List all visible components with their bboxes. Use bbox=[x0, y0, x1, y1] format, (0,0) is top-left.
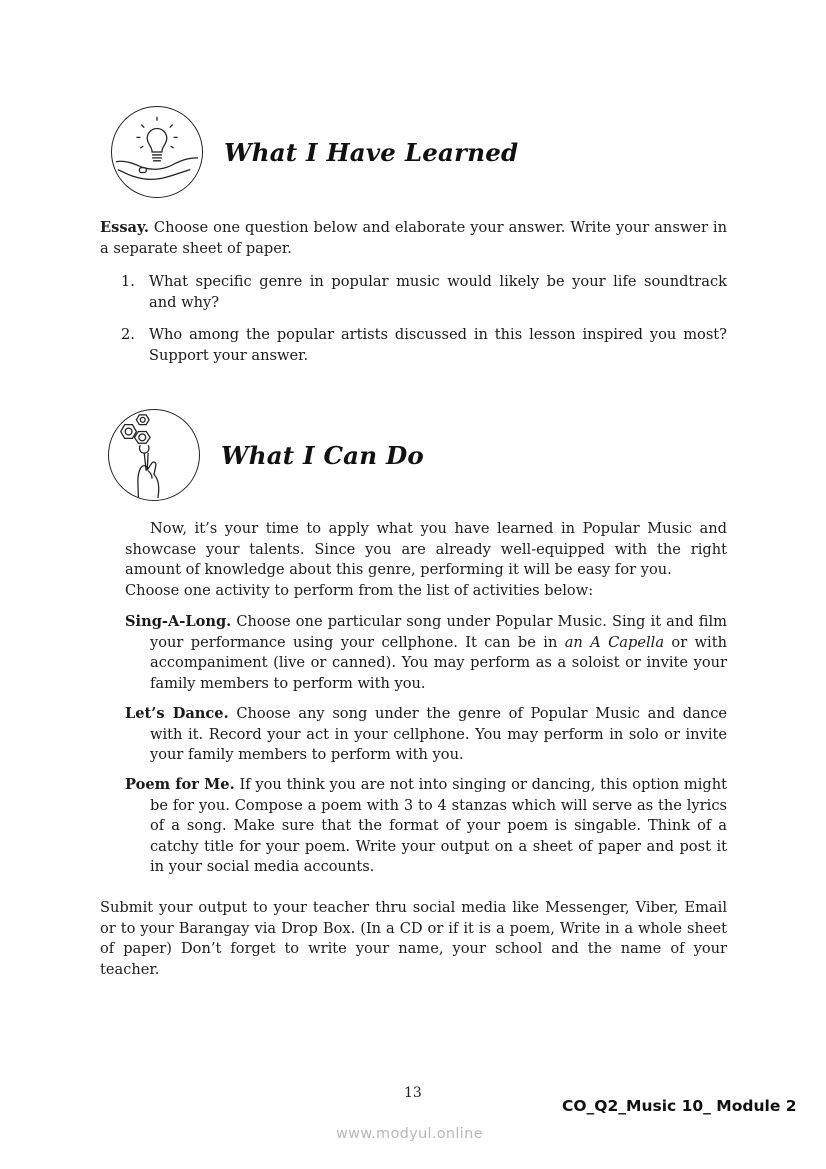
activity-text: If you think you are not into singing or dancing, this option might be for you. Compose a poem with 3 to 4 stanzas which will serve as the lyrics of a song. Make sure that the format of your poem is singable. Think of a catchy title for your poem. Write your output on a sheet of paper and post it in your social media accounts. bbox=[150, 776, 727, 876]
question-number: 1. bbox=[121, 273, 135, 290]
watermark: www.modyul.online bbox=[336, 1126, 483, 1142]
page-number: 13 bbox=[404, 1085, 422, 1101]
hand-gears-icon bbox=[108, 409, 200, 501]
question-text: What specific genre in popular music would likely be your life soundtrack and why? bbox=[149, 273, 727, 311]
essay-instruction-text: Choose one question below and elaborate your answer. Write your answer in a separate sheet of paper. bbox=[100, 219, 727, 257]
question-item bbox=[121, 272, 727, 313]
section-header-what-i-can-do bbox=[108, 409, 424, 501]
activity-lets-dance bbox=[125, 704, 727, 766]
activity-poem-for-me bbox=[125, 775, 727, 878]
question-number: 2. bbox=[121, 326, 135, 343]
question-text: Who among the popular artists discussed in this lesson inspired you most? Support your answer. bbox=[149, 326, 727, 364]
section-title: What I Can Do bbox=[221, 440, 424, 470]
choose-activity-text: Choose one activity to perform from the list of activities below: bbox=[125, 582, 594, 599]
module-code: CO_Q2_Music 10_ Module 2 bbox=[562, 1097, 797, 1115]
activity-label: Let’s Dance. bbox=[125, 705, 229, 722]
activity-text: Choose one particular song under Popular Music. Sing it and film your performance using your cellphone. It can be in bbox=[150, 613, 727, 651]
essay-instruction bbox=[100, 218, 727, 259]
essay-label: Essay. bbox=[100, 219, 149, 236]
question-item bbox=[121, 325, 727, 366]
activity-text: Choose any song under the genre of Popular Music and dance with it. Record your act in your cellphone. You may perform in solo or invite your family members to perform with you. bbox=[150, 705, 728, 764]
section-title: What I Have Learned bbox=[224, 137, 519, 167]
activity-sing-a-long bbox=[125, 612, 727, 694]
activity-label: Poem for Me. bbox=[125, 776, 235, 793]
intro-paragraph: Now, it’s your time to apply what you have learned in Popular Music and showcase your talents. Since you are already well-equipped with the right amount of knowledge about this genre, performing it will be easy for you. bbox=[125, 520, 727, 579]
section-header-what-i-have-learned bbox=[111, 106, 518, 198]
activity-text: or with accompaniment (live or canned). You may perform as a soloist or invite your family members to perform with you. bbox=[150, 633, 727, 692]
activity-label: Sing-A-Long. bbox=[125, 613, 232, 630]
activity-italic-text: an A Capella bbox=[564, 633, 665, 651]
lightbulb-hand-icon bbox=[111, 106, 203, 198]
submission-instructions: Submit your output to your teacher thru social media like Messenger, Viber, Email or to your Barangay via Drop Box. (In a CD or if it is a poem, Write in a whole sheet of paper) Don’t forget to write your name, your school and the name of your teacher. bbox=[100, 899, 727, 978]
